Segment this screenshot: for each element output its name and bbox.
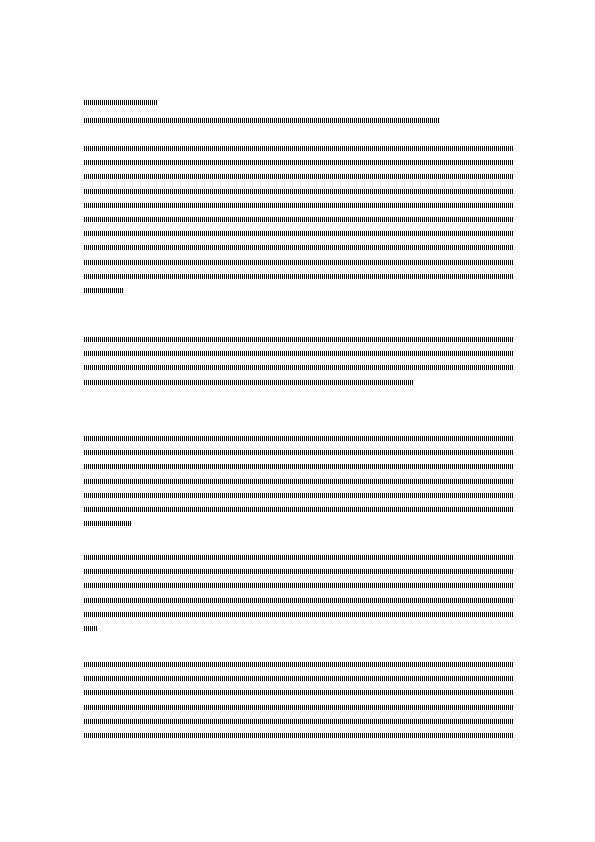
text-line — [84, 662, 513, 667]
text-line — [84, 507, 513, 512]
text-line — [84, 521, 131, 526]
text-line — [84, 612, 513, 617]
text-line — [84, 380, 414, 385]
page-label — [84, 100, 158, 105]
text-line — [84, 464, 513, 469]
text-line — [84, 705, 513, 710]
text-line — [84, 337, 513, 342]
text-line — [84, 450, 513, 455]
text-line — [84, 365, 513, 370]
text-line — [84, 260, 513, 265]
text-line — [84, 231, 513, 236]
text-line — [84, 174, 513, 179]
text-line — [84, 555, 513, 560]
paragraph — [84, 555, 513, 640]
text-line — [84, 146, 513, 151]
text-line — [84, 274, 513, 279]
text-line — [84, 217, 513, 222]
document-subtitle — [84, 118, 439, 123]
text-line — [84, 436, 513, 441]
text-line — [84, 479, 513, 484]
text-line — [84, 626, 97, 631]
text-line — [84, 690, 513, 695]
text-line — [84, 189, 513, 194]
text-line — [84, 351, 513, 356]
text-line — [84, 733, 513, 738]
text-line — [84, 598, 513, 603]
paragraph — [84, 146, 513, 302]
paragraph — [84, 436, 513, 535]
text-line — [84, 569, 513, 574]
paragraph — [84, 337, 513, 394]
text-line — [84, 583, 513, 588]
text-line — [84, 160, 513, 165]
text-line — [84, 245, 513, 250]
text-line — [84, 676, 513, 681]
text-line — [84, 288, 123, 293]
paragraph — [84, 662, 513, 747]
text-line — [84, 203, 513, 208]
text-line — [84, 719, 513, 724]
text-line — [84, 493, 513, 498]
